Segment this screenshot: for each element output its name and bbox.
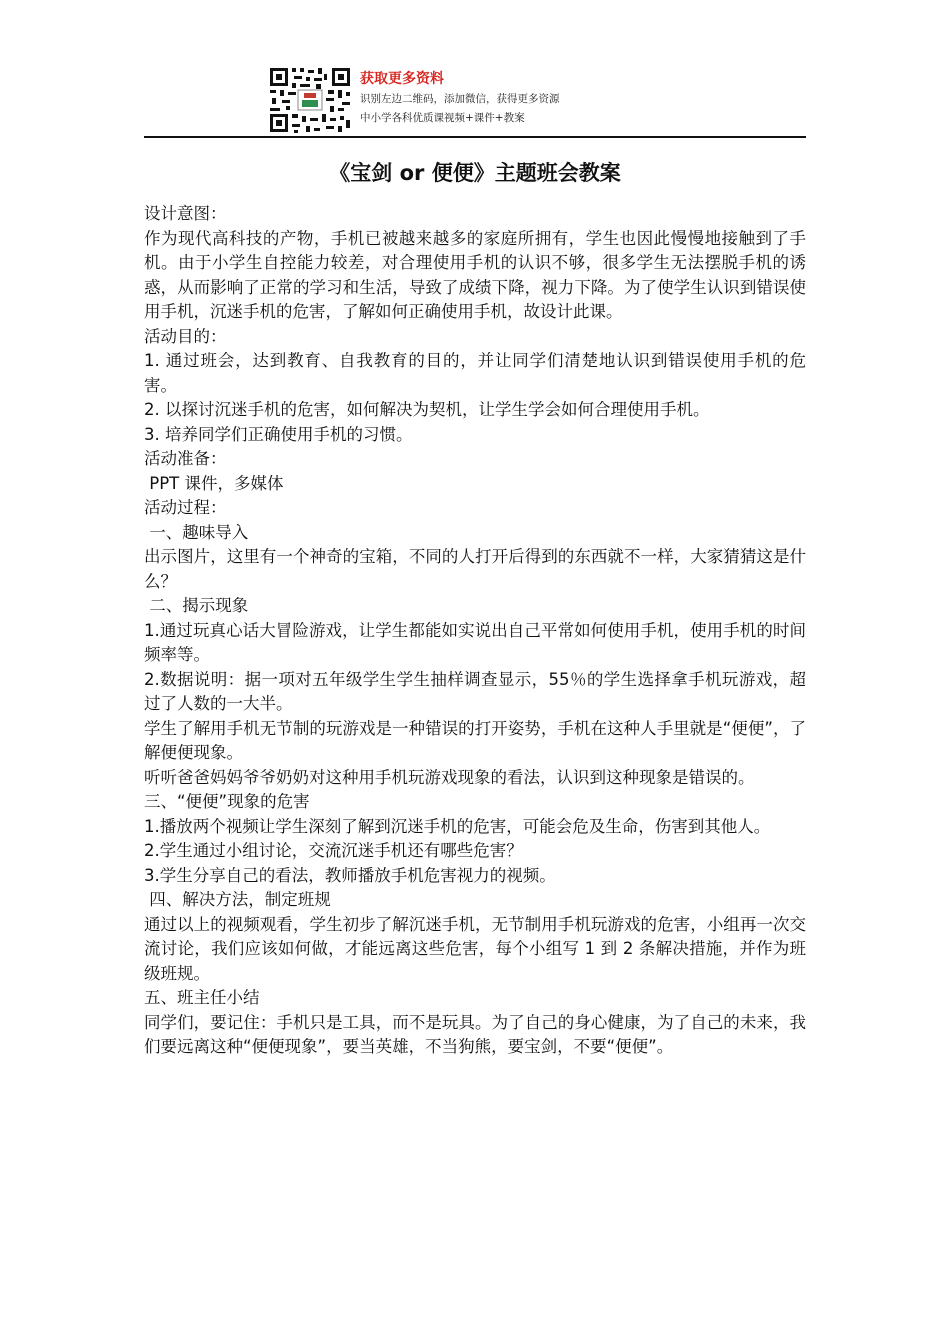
subsection-heading: 三、“便便”现象的危害	[144, 792, 310, 811]
header-divider	[144, 136, 806, 138]
subsection-heading: 五、班主任小结	[144, 988, 260, 1007]
paragraph: 作为现代高科技的产物，手机已被越来越多的家庭所拥有，学生也因此慢慢地接触到了手机。由于小学生自控能力较差，对合理使用手机的认识不够，很多学生无法摆脱手机的诱惑，从而影响了正常的学习和生活，导致了成绩下降，视力下降。为了使学生认识到错误使用手机，沉迷手机的危害，了解如何正确使用手机，故设计此课。	[144, 228, 806, 321]
list-item: 2. 以探讨沉迷手机的危害，如何解决为契机，让学生学会如何合理使用手机。	[144, 400, 710, 419]
promo-title: 获取更多资料	[360, 71, 444, 87]
paragraph: 出示图片，这里有一个神奇的宝箱，不同的人打开后得到的东西就不一样，大家猜猜这是什么？	[144, 547, 806, 591]
promo-line-1: 识别左边二维码，添加微信，获得更多资源	[360, 93, 560, 105]
section-heading: 活动过程：	[144, 498, 227, 517]
subsection-heading: 二、揭示现象	[144, 596, 249, 615]
promo-line-2: 中小学各科优质课视频+课件+教案	[360, 112, 525, 124]
qr-code-icon[interactable]	[268, 66, 352, 134]
paragraph: 听听爸爸妈妈爷爷奶奶对这种用手机玩游戏现象的看法，认识到这种现象是错误的。	[144, 767, 755, 787]
section-heading: 活动目的：	[144, 326, 227, 346]
paragraph: PPT 课件，多媒体	[144, 473, 284, 493]
paragraph: 同学们，要记住：手机只是工具，而不是玩具。为了自己的身心健康，为了自己的未来，我们要远离这种“便便现象”，要当英雄，不当狗熊，要宝剑，不要“便便”。	[144, 1012, 806, 1056]
paragraph: 学生了解用手机无节制的玩游戏是一种错误的打开姿势，手机在这种人手里就是“便便”，了解便便现象。	[144, 718, 806, 762]
subsection-heading: 一、趣味导入	[144, 522, 249, 542]
promo-text-block	[360, 68, 690, 128]
promo-header	[268, 66, 688, 136]
list-item: 3.学生分享自己的看法，教师播放手机危害视力的视频。	[144, 865, 556, 885]
list-item: 1. 通过班会，达到教育、自我教育的目的，并让同学们清楚地认识到错误使用手机的危害。	[144, 351, 806, 395]
paragraph: 通过以上的视频观看，学生初步了解沉迷手机，无节制用手机玩游戏的危害，小组再一次交流讨论，我们应该如何做，才能远离这些危害，每个小组写 1 到 2 条解决措施，并作为班级班规。	[144, 914, 806, 983]
list-item: 1.通过玩真心话大冒险游戏，让学生都能如实说出自己平常如何使用手机，使用手机的时间频率等。	[144, 620, 806, 664]
document-title: 《宝剑 or 便便》主题班会教案	[329, 161, 621, 185]
subsection-heading: 四、解决方法，制定班规	[144, 890, 331, 909]
section-heading: 活动准备：	[144, 449, 227, 468]
list-item: 2.数据说明：据一项对五年级学生学生抽样调查显示，55％的学生选择拿手机玩游戏，超过了人数的一大半。	[144, 669, 806, 713]
section-heading: 设计意图：	[144, 204, 227, 223]
list-item: 3. 培养同学们正确使用手机的习惯。	[144, 424, 413, 444]
document-body	[144, 202, 806, 1060]
list-item: 1.播放两个视频让学生深刻了解到沉迷手机的危害，可能会危及生命，伤害到其他人。	[144, 816, 771, 836]
list-item: 2.学生通过小组讨论，交流沉迷手机还有哪些危害？	[144, 841, 523, 860]
